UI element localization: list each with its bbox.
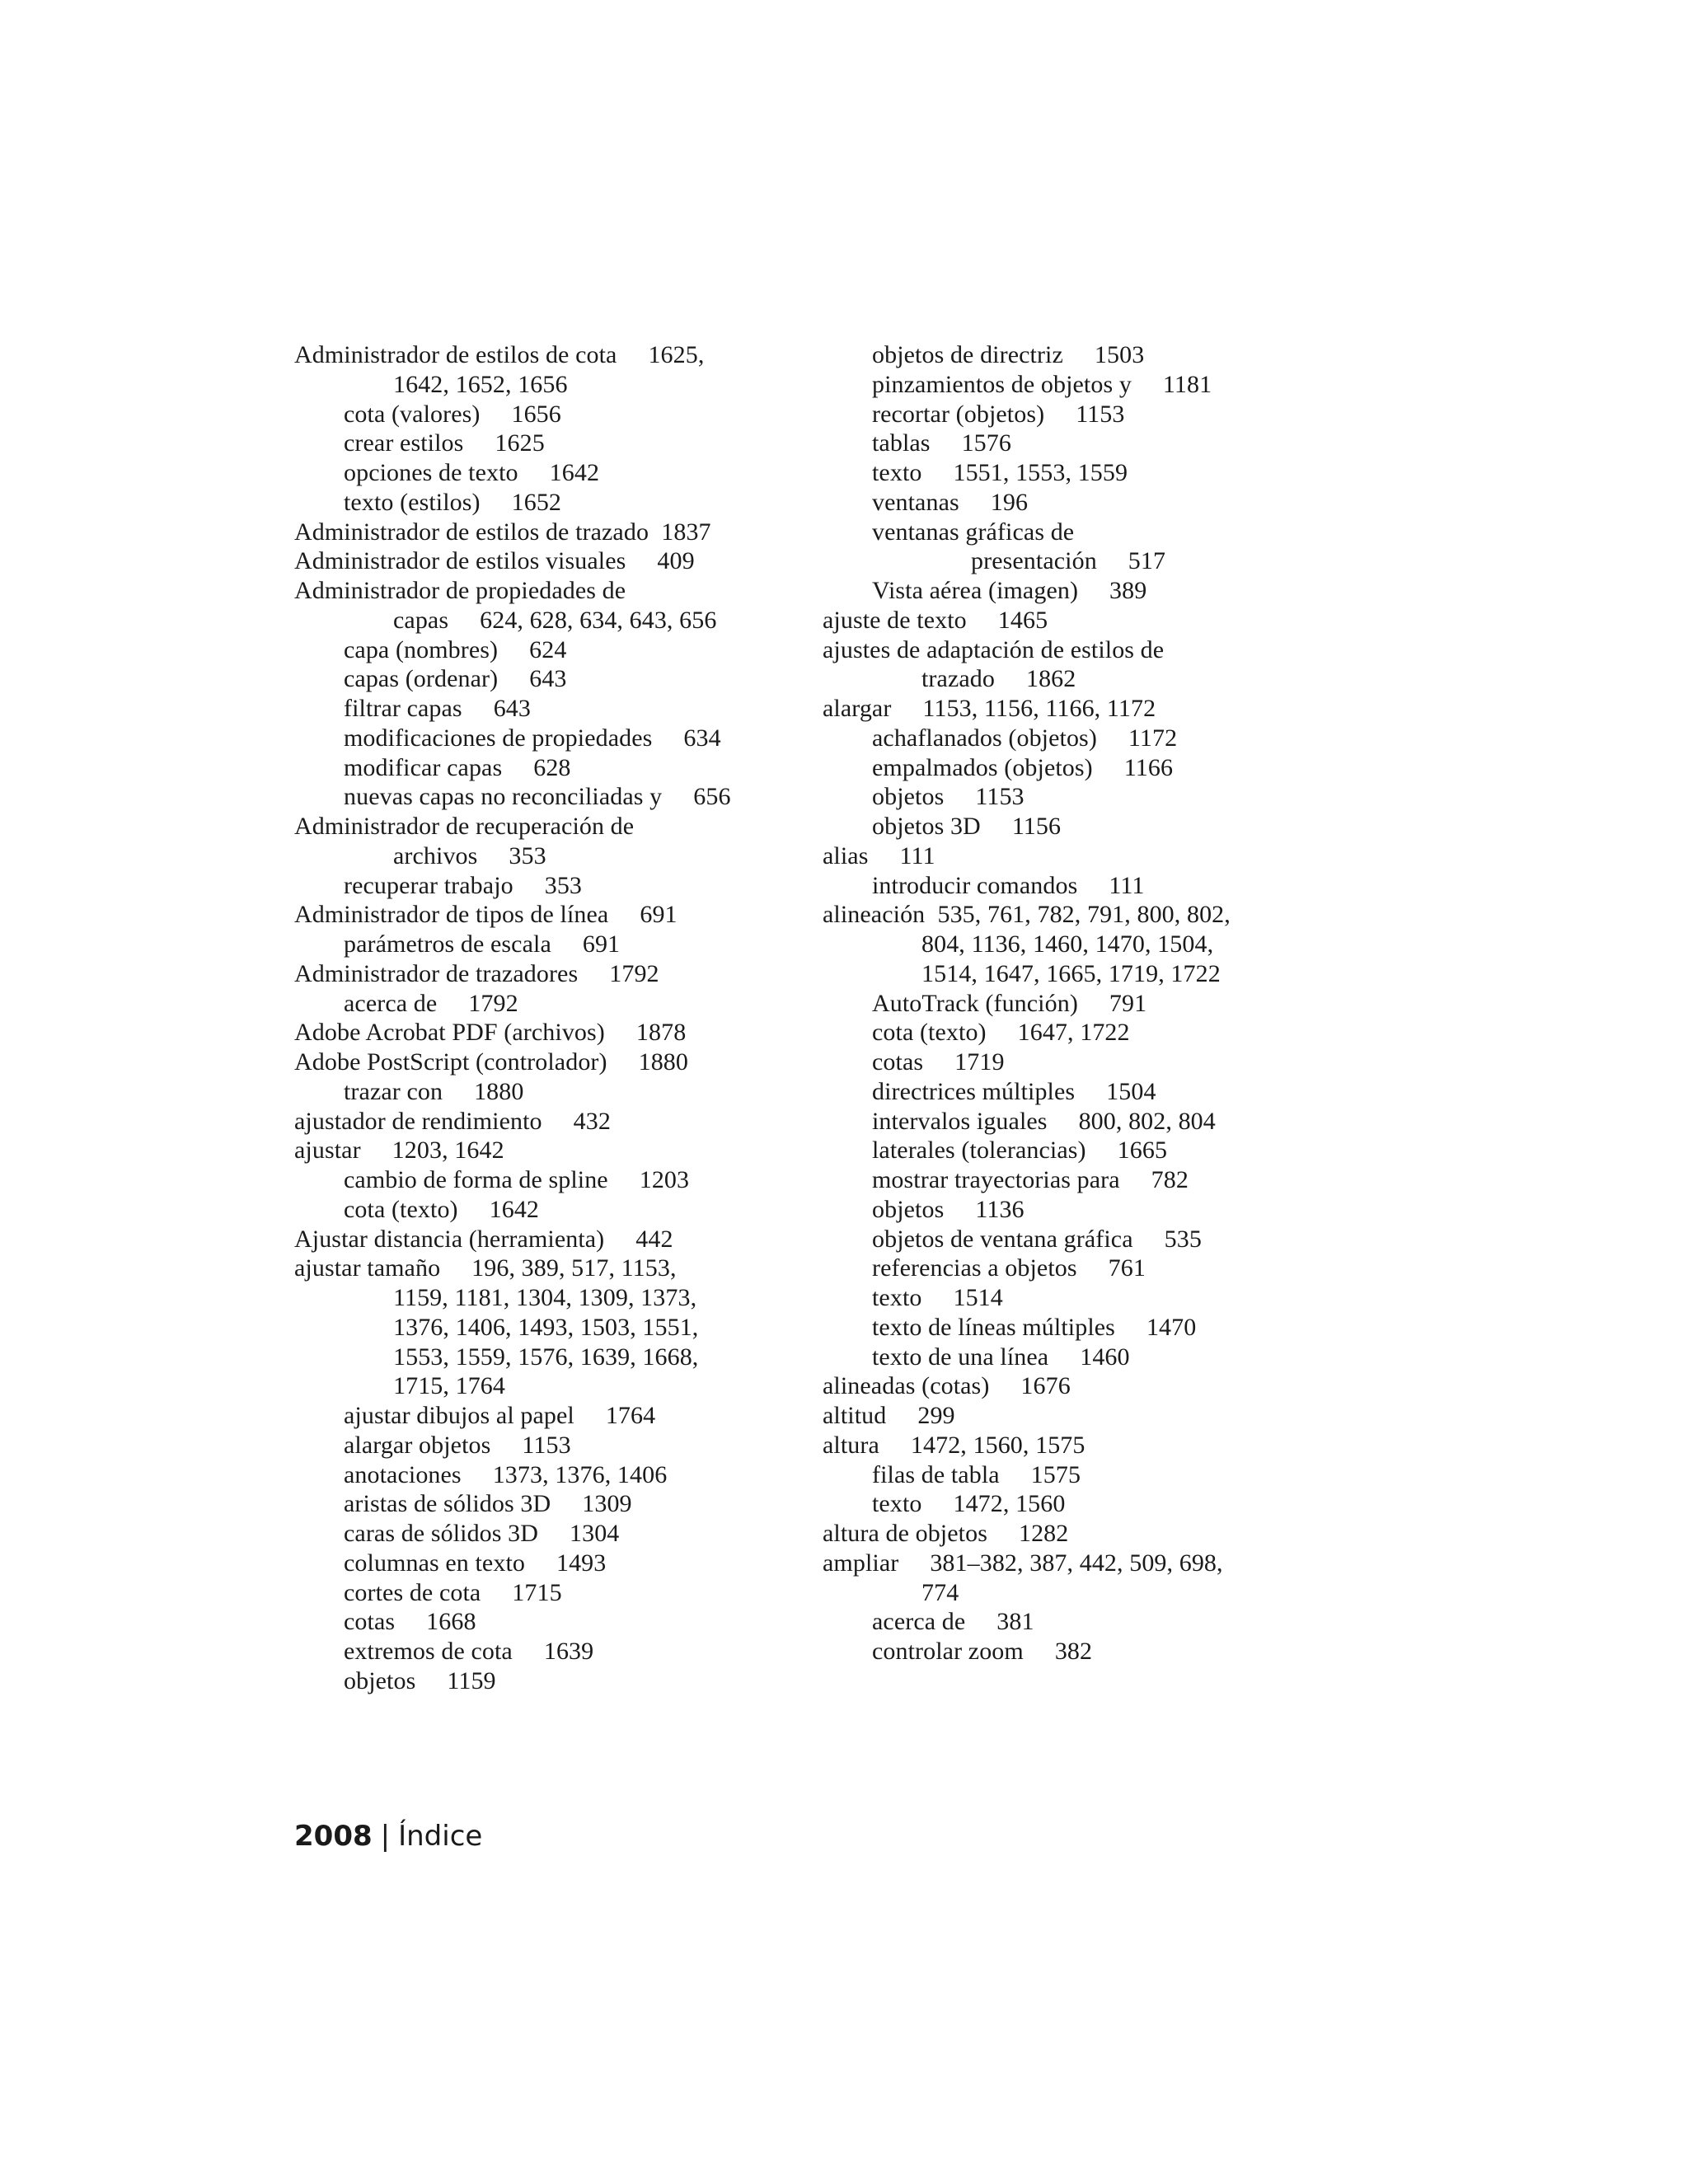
index-entry-continuation: presentación 517	[971, 547, 1166, 575]
index-entry: ajustar tamaño 196, 389, 517, 1153,	[294, 1254, 677, 1282]
index-subentry: laterales (tolerancias) 1665	[872, 1137, 1168, 1165]
index-entry: Administrador de estilos visuales 409	[294, 547, 695, 575]
index-subentry: recortar (objetos) 1153	[872, 400, 1125, 428]
index-subentry: texto de líneas múltiples 1470	[872, 1313, 1197, 1341]
index-subentry: acerca de 381	[872, 1608, 1034, 1636]
index-entry: Administrador de trazadores 1792	[294, 959, 659, 987]
index-column-left	[294, 340, 805, 1696]
index-subentry: intervalos iguales 800, 802, 804	[872, 1107, 1216, 1135]
index-entry: Administrador de tipos de línea 691	[294, 901, 678, 929]
index-subentry: objetos 1153	[872, 783, 1025, 811]
index-subentry: cota (valores) 1656	[344, 400, 561, 428]
index-subentry: anotaciones 1373, 1376, 1406	[344, 1460, 668, 1488]
index-entry: altura de objetos 1282	[823, 1520, 1069, 1547]
index-subentry: tablas 1576	[872, 429, 1011, 457]
index-subentry: directrices múltiples 1504	[872, 1077, 1156, 1105]
index-subentry: objetos 1159	[344, 1666, 496, 1694]
index-subentry: controlar zoom 382	[872, 1638, 1093, 1665]
index-entry-continuation: 804, 1136, 1460, 1470, 1504,	[921, 930, 1214, 958]
index-entry-continuation: trazado 1862	[921, 665, 1076, 693]
index-entry: ajustador de rendimiento 432	[294, 1107, 611, 1135]
page-footer	[294, 1820, 482, 1853]
index-subentry: texto 1514	[872, 1284, 1003, 1311]
index-entry-continuation: 1642, 1652, 1656	[393, 370, 568, 398]
section-title: Índice	[398, 1820, 483, 1853]
index-subentry: introducir comandos 111	[872, 871, 1145, 899]
index-entry-continuation: capas 624, 628, 634, 643, 656	[393, 606, 717, 634]
index-subentry: filas de tabla 1575	[872, 1460, 1081, 1488]
index-subentry: objetos de ventana gráfica 535	[872, 1225, 1202, 1253]
index-subentry: aristas de sólidos 3D 1309	[344, 1490, 632, 1518]
index-entry-continuation: 774	[921, 1578, 959, 1606]
index-subentry: objetos de directriz 1503	[872, 341, 1145, 368]
index-entry-continuation: 1376, 1406, 1493, 1503, 1551,	[393, 1313, 699, 1341]
index-entry: Administrador de estilos de cota 1625,	[294, 341, 705, 368]
index-entry: ajuste de texto 1465	[823, 606, 1048, 634]
index-entry-continuation: 1159, 1181, 1304, 1309, 1373,	[393, 1284, 697, 1311]
index-subentry: nuevas capas no reconciliadas y 656	[344, 783, 731, 811]
index-entry: Administrador de estilos de trazado 1837	[294, 518, 711, 546]
index-column-right	[823, 340, 1334, 1666]
index-subentry: cambio de forma de spline 1203	[344, 1166, 690, 1193]
index-entry: Adobe Acrobat PDF (archivos) 1878	[294, 1019, 687, 1047]
index-entry: ajustes de adaptación de estilos de	[823, 635, 1165, 663]
index-subentry: capa (nombres) 624	[344, 635, 567, 663]
page-number: 2008	[294, 1820, 373, 1853]
index-subentry: texto 1472, 1560	[872, 1490, 1066, 1518]
index-subentry: alargar objetos 1153	[344, 1431, 571, 1459]
index-subentry: caras de sólidos 3D 1304	[344, 1520, 620, 1547]
index-subentry: modificaciones de propiedades 634	[344, 724, 721, 752]
index-subentry: extremos de cota 1639	[344, 1638, 594, 1665]
index-subentry: trazar con 1880	[344, 1077, 524, 1105]
index-entry: alargar 1153, 1156, 1166, 1172	[823, 695, 1156, 722]
index-entry: altitud 299	[823, 1402, 955, 1429]
index-subentry: opciones de texto 1642	[344, 459, 600, 486]
index-subentry: ventanas 196	[872, 488, 1029, 516]
index-subentry: ventanas gráficas de	[872, 518, 1075, 546]
index-subentry: capas (ordenar) 643	[344, 665, 567, 693]
footer-separator: |	[380, 1820, 391, 1853]
index-entry: alias 111	[823, 841, 935, 869]
index-subentry: objetos 1136	[872, 1195, 1025, 1223]
index-subentry: columnas en texto 1493	[344, 1549, 607, 1577]
index-subentry: cortes de cota 1715	[344, 1578, 562, 1606]
index-entry-continuation: 1553, 1559, 1576, 1639, 1668,	[393, 1343, 699, 1371]
index-entry: ampliar 381–382, 387, 442, 509, 698,	[823, 1549, 1223, 1577]
index-entry: ajustar 1203, 1642	[294, 1137, 504, 1165]
index-subentry: pinzamientos de objetos y 1181	[872, 370, 1212, 398]
index-entry: altura 1472, 1560, 1575	[823, 1431, 1085, 1459]
index-entry-continuation: 1514, 1647, 1665, 1719, 1722	[921, 959, 1221, 987]
index-subentry: mostrar trayectorias para 782	[872, 1166, 1189, 1193]
index-subentry: acerca de 1792	[344, 989, 518, 1017]
index-entry: alineación 535, 761, 782, 791, 800, 802,	[823, 901, 1231, 929]
index-subentry: AutoTrack (función) 791	[872, 989, 1147, 1017]
index-subentry: referencias a objetos 761	[872, 1254, 1146, 1282]
index-entry: Administrador de recuperación de	[294, 813, 635, 840]
index-entry: Adobe PostScript (controlador) 1880	[294, 1048, 688, 1076]
index-subentry: cotas 1719	[872, 1048, 1005, 1076]
index-subentry: filtrar capas 643	[344, 695, 532, 722]
index-entry: Administrador de propiedades de	[294, 577, 626, 604]
index-subentry: parámetros de escala 691	[344, 930, 621, 958]
index-subentry: cotas 1668	[344, 1608, 476, 1636]
index-entry: alineadas (cotas) 1676	[823, 1372, 1071, 1400]
index-entry-continuation: archivos 353	[393, 841, 546, 869]
index-subentry: recuperar trabajo 353	[344, 871, 583, 899]
index-subentry: modificar capas 628	[344, 753, 571, 781]
index-entry-continuation: 1715, 1764	[393, 1372, 505, 1400]
index-subentry: ajustar dibujos al papel 1764	[344, 1402, 656, 1429]
index-subentry: objetos 3D 1156	[872, 813, 1062, 840]
index-subentry: crear estilos 1625	[344, 429, 545, 457]
index-entry: Ajustar distancia (herramienta) 442	[294, 1225, 673, 1253]
index-subentry: Vista aérea (imagen) 389	[872, 577, 1147, 604]
index-subentry: texto de una línea 1460	[872, 1343, 1130, 1371]
index-subentry: achaflanados (objetos) 1172	[872, 724, 1178, 752]
index-subentry: cota (texto) 1642	[344, 1195, 540, 1223]
index-subentry: empalmados (objetos) 1166	[872, 753, 1174, 781]
index-subentry: cota (texto) 1647, 1722	[872, 1019, 1130, 1047]
index-subentry: texto 1551, 1553, 1559	[872, 459, 1128, 486]
index-subentry: texto (estilos) 1652	[344, 488, 562, 516]
